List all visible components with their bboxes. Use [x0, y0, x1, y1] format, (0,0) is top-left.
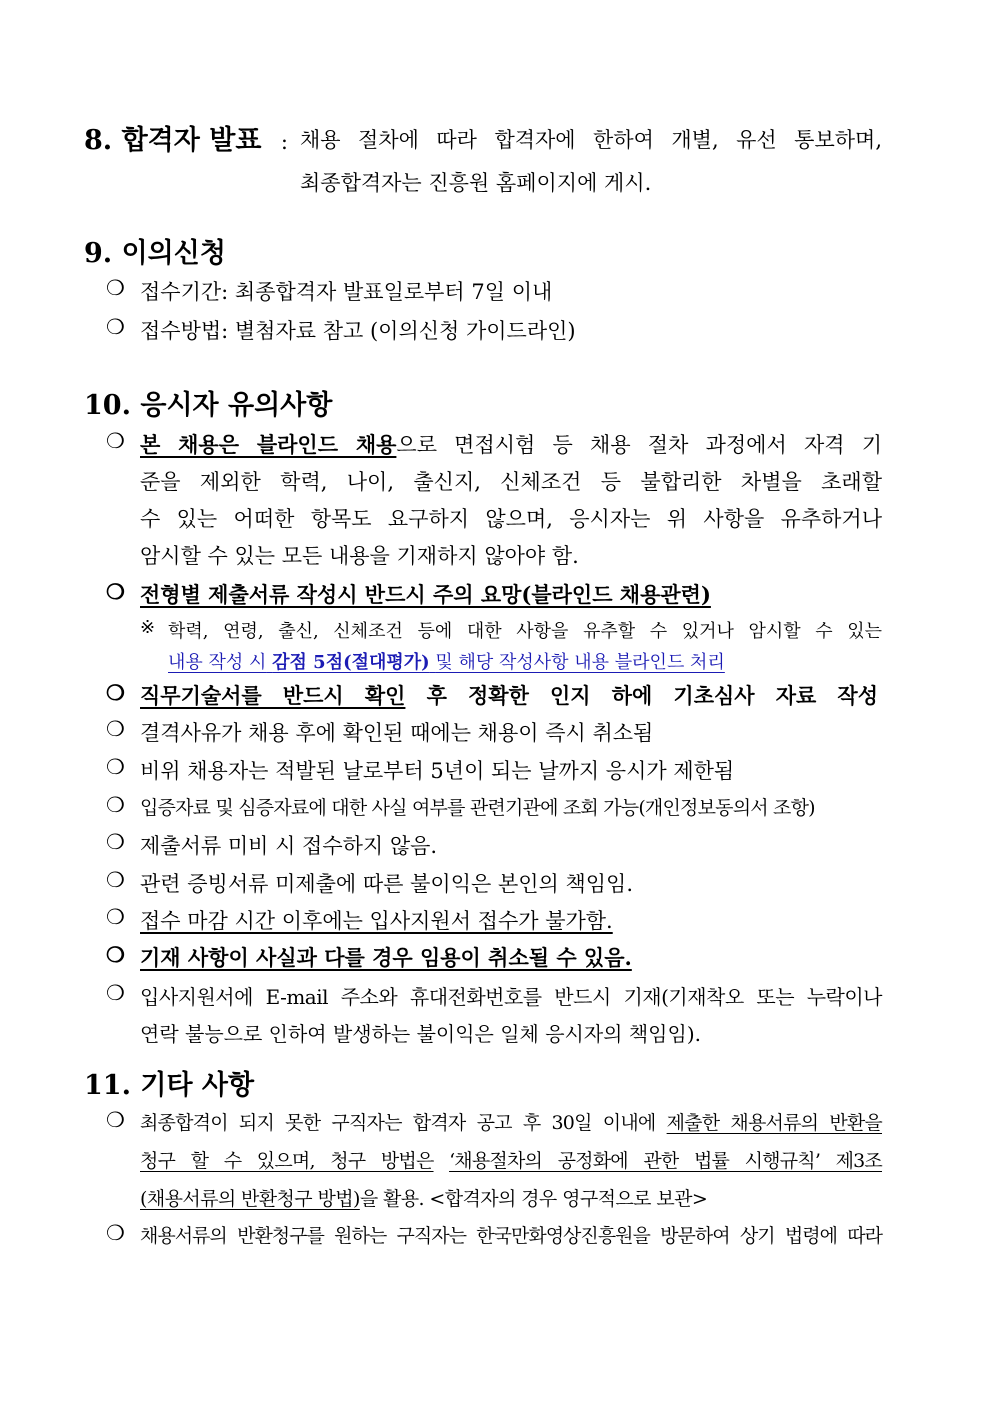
s10-note-line-2-a: 내용 작성 시: [168, 652, 267, 673]
section-10-title: 10. 응시자 유의사항: [84, 390, 333, 421]
s10-blind-line-1: [140, 429, 882, 459]
bullet-icon: ❍: [106, 1221, 125, 1245]
s10-note-line-2-c: 및 해당 작성사항 내용 블라인드 처리: [435, 652, 725, 673]
bullet-icon: ❍: [106, 276, 125, 300]
section-8-line-2: 최종합격자는 진흥원 홈페이지에 게시.: [300, 171, 652, 195]
note-mark: ※: [140, 617, 156, 638]
s9-item-1: 접수방법: 별첨자료 참고 (이의신청 가이드라인): [140, 319, 576, 343]
s9-item-0: 접수기간: 최종합격자 발표일로부터 7일 이내: [140, 280, 553, 304]
s11-p1-l1-a: 최종합격이 되지 못한 구직자는 합격자 공고 후 30일 이내에: [140, 1112, 656, 1134]
s10-job-desc-b: 후 정확한 인지 하에 기초심사 자료 작성: [426, 683, 878, 708]
s10-item-4: 관련 증빙서류 미제출에 따른 불이익은 본인의 책임임.: [140, 872, 634, 896]
s11-p1-line-2: [140, 1146, 882, 1173]
s10-item-0: 결격사유가 채용 후에 확인된 때에는 채용이 즉시 취소됨: [140, 721, 654, 745]
s10-email-line-2: 연락 불능으로 인하여 발생하는 불이익은 일체 응시자의 책임임).: [140, 1022, 701, 1046]
section-9-title: 9. 이의신청: [84, 238, 226, 269]
bullet-icon: ❍: [106, 793, 125, 817]
s10-item-1: 비위 채용자는 적발된 날로부터 5년이 되는 날까지 응시가 제한됨: [140, 759, 735, 783]
s11-p1-l2-b: ‘채용절차의 공정화에 관한 법률 시행규칙’ 제3조: [449, 1150, 882, 1172]
section-11-title: 11. 기타 사항: [84, 1070, 255, 1101]
s10-blind-rest: 으로 면접시험 등 채용 절차 과정에서 자격 기: [396, 433, 883, 457]
s10-item-2: 입증자료 및 심증자료에 대한 사실 여부를 관련기관에 조회 가능(개인정보동의서 조항): [140, 797, 815, 819]
s11-p1-l1-b: 제출한 채용서류의 반환을: [666, 1112, 882, 1134]
s10-deadline: 접수 마감 시간 이후에는 입사지원서 접수가 불가함.: [140, 909, 613, 933]
s11-p1-l3-b: 을 활용. <합격자의 경우 영구적으로 보관>: [359, 1188, 708, 1210]
section-8-line-1: 채용 절차에 따라 합격자에 한하여 개별, 유선 통보하며,: [300, 128, 882, 152]
s11-p1-l3-a: (채용서류의 반환청구 방법): [140, 1188, 360, 1210]
s10-email-line-1: 입사지원서에 E-mail 주소와 휴대전화번호를 반드시 기재(기재착오 또는 누락이나: [140, 985, 882, 1009]
s10-job-desc-a: 직무기술서를 반드시 확인: [140, 683, 406, 708]
bullet-icon: ❍: [106, 905, 125, 929]
s10-blind-bold: 본 채용은 블라인드 채용: [140, 432, 397, 457]
s10-note-penalty: 감점 5점(절대평가): [272, 652, 430, 673]
s10-blind-line-4: 암시할 수 있는 모든 내용을 기재하지 않아야 함.: [140, 544, 579, 568]
bullet-icon: ❍: [106, 1108, 125, 1132]
s11-p1-line-1: [140, 1108, 882, 1135]
s11-p1-l2-a: 청구 할 수 있으며, 청구 방법은: [140, 1150, 434, 1172]
s11-p2-line-1: 채용서류의 반환청구를 원하는 구직자는 한국만화영상진흥원을 방문하여 상기 법령에 따라: [140, 1225, 882, 1247]
s10-note-line-1: 학력, 연령, 출신, 신체조건 등에 대한 사항을 유추할 수 있거나 암시할 수 있는: [168, 621, 882, 642]
section-8-title: 8. 합격자 발표: [84, 125, 262, 156]
s10-item-3: 제출서류 미비 시 접수하지 않음.: [140, 834, 438, 858]
bullet-icon: ❍: [106, 315, 125, 339]
bullet-icon: ❍: [106, 981, 125, 1005]
s10-blind-line-3: 수 있는 어떠한 항목도 요구하지 않으며, 응시자는 위 사항을 유추하거나: [140, 507, 882, 531]
s10-blind-line-2: 준을 제외한 학력, 나이, 출신지, 신체조건 등 불합리한 차별을 초래할: [140, 470, 882, 494]
bullet-icon: ❍: [106, 942, 125, 967]
bullet-icon: ❍: [106, 830, 125, 854]
section-8-colon: :: [280, 130, 288, 154]
s10-docs-notice: 전형별 제출서류 작성시 반드시 주의 요망(블라인드 채용관련): [140, 582, 711, 607]
s10-note-line-2: [168, 648, 725, 674]
bullet-icon: ❍: [106, 429, 125, 453]
bullet-icon: ❍: [106, 680, 125, 705]
bullet-icon: ❍: [106, 717, 125, 741]
section-8-heading: [84, 118, 288, 157]
bullet-icon: ❍: [106, 579, 125, 604]
s10-job-desc: [140, 680, 878, 710]
s10-false-info: 기재 사항이 사실과 다를 경우 임용이 취소될 수 있음.: [140, 945, 632, 970]
bullet-icon: ❍: [106, 868, 125, 892]
bullet-icon: ❍: [106, 755, 125, 779]
s11-p1-line-3: [140, 1184, 707, 1211]
